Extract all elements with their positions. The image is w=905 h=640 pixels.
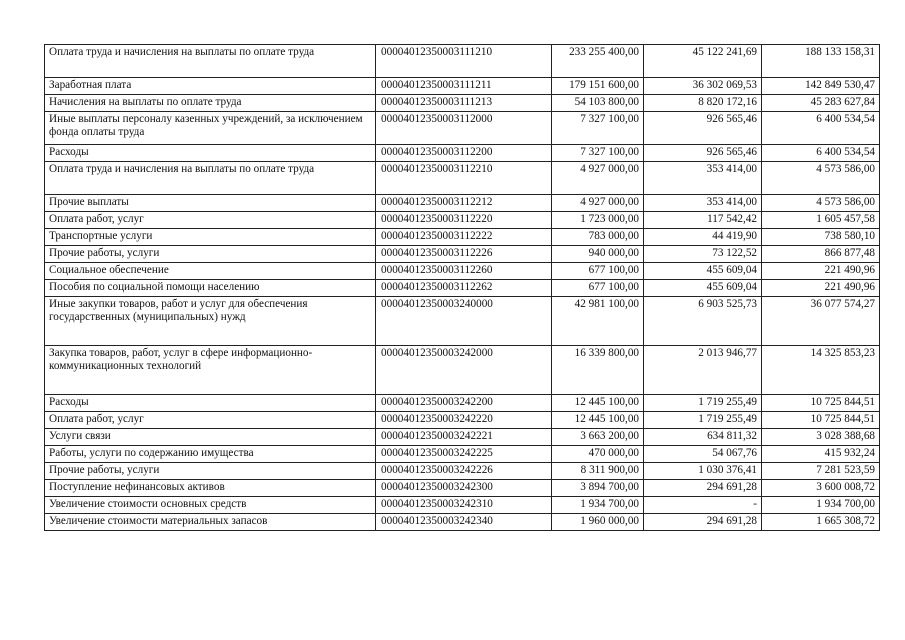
row-remaining-cell: 4 573 586,00 — [762, 162, 880, 195]
row-executed-cell: 353 414,00 — [644, 162, 762, 195]
row-executed-cell: 294 691,28 — [644, 514, 762, 531]
row-approved-cell: 16 339 800,00 — [552, 346, 644, 395]
row-executed-cell: 926 565,46 — [644, 145, 762, 162]
row-remaining-cell: 1 934 700,00 — [762, 497, 880, 514]
table-row — [45, 395, 880, 412]
row-executed-cell: 455 609,04 — [644, 263, 762, 280]
row-name-cell: Увеличение стоимости основных средств — [45, 497, 376, 514]
row-executed-cell: 294 691,28 — [644, 480, 762, 497]
table-row — [45, 346, 880, 395]
row-remaining-cell: 45 283 627,84 — [762, 95, 880, 112]
table-row — [45, 514, 880, 531]
table-row — [45, 446, 880, 463]
row-code-cell: 00004012350003242310 — [376, 497, 552, 514]
row-code-cell: 00004012350003242221 — [376, 429, 552, 446]
row-name-cell: Заработная плата — [45, 78, 376, 95]
table-row — [45, 95, 880, 112]
row-remaining-cell: 14 325 853,23 — [762, 346, 880, 395]
table-row — [45, 145, 880, 162]
row-approved-cell: 940 000,00 — [552, 246, 644, 263]
row-executed-cell: 1 030 376,41 — [644, 463, 762, 480]
row-code-cell: 00004012350003112260 — [376, 263, 552, 280]
row-approved-cell: 1 960 000,00 — [552, 514, 644, 531]
row-code-cell: 00004012350003112222 — [376, 229, 552, 246]
row-code-cell: 00004012350003112210 — [376, 162, 552, 195]
row-code-cell: 00004012350003112212 — [376, 195, 552, 212]
row-code-cell: 00004012350003111213 — [376, 95, 552, 112]
row-approved-cell: 1 934 700,00 — [552, 497, 644, 514]
row-approved-cell: 42 981 100,00 — [552, 297, 644, 346]
table-row — [45, 162, 880, 195]
budget-document-page — [44, 44, 880, 531]
row-name-cell: Расходы — [45, 145, 376, 162]
row-approved-cell: 7 327 100,00 — [552, 145, 644, 162]
row-remaining-cell: 10 725 844,51 — [762, 412, 880, 429]
row-remaining-cell: 4 573 586,00 — [762, 195, 880, 212]
table-row — [45, 195, 880, 212]
row-name-cell: Прочие работы, услуги — [45, 246, 376, 263]
table-row — [45, 497, 880, 514]
row-name-cell: Закупка товаров, работ, услуг в сфере информационно-коммуникационных технологий — [45, 346, 376, 395]
row-name-cell: Прочие выплаты — [45, 195, 376, 212]
row-remaining-cell: 415 932,24 — [762, 446, 880, 463]
row-name-cell: Иные закупки товаров, работ и услуг для обеспечения государственных (муниципальных) нужд — [45, 297, 376, 346]
row-executed-cell: - — [644, 497, 762, 514]
table-row — [45, 246, 880, 263]
row-remaining-cell: 221 490,96 — [762, 280, 880, 297]
row-approved-cell: 3 894 700,00 — [552, 480, 644, 497]
row-remaining-cell: 866 877,48 — [762, 246, 880, 263]
table-row — [45, 212, 880, 229]
row-name-cell: Оплата работ, услуг — [45, 212, 376, 229]
row-executed-cell: 2 013 946,77 — [644, 346, 762, 395]
row-approved-cell: 233 255 400,00 — [552, 45, 644, 78]
row-code-cell: 00004012350003112220 — [376, 212, 552, 229]
row-name-cell: Оплата труда и начисления на выплаты по оплате труда — [45, 45, 376, 78]
table-row — [45, 429, 880, 446]
row-code-cell: 00004012350003240000 — [376, 297, 552, 346]
row-remaining-cell: 10 725 844,51 — [762, 395, 880, 412]
row-name-cell: Расходы — [45, 395, 376, 412]
row-approved-cell: 783 000,00 — [552, 229, 644, 246]
row-approved-cell: 8 311 900,00 — [552, 463, 644, 480]
table-row — [45, 78, 880, 95]
row-code-cell: 00004012350003112226 — [376, 246, 552, 263]
table-row — [45, 280, 880, 297]
row-code-cell: 00004012350003112000 — [376, 112, 552, 145]
row-remaining-cell: 1 665 308,72 — [762, 514, 880, 531]
row-name-cell: Увеличение стоимости материальных запасов — [45, 514, 376, 531]
row-remaining-cell: 36 077 574,27 — [762, 297, 880, 346]
table-row — [45, 412, 880, 429]
row-executed-cell: 455 609,04 — [644, 280, 762, 297]
row-approved-cell: 12 445 100,00 — [552, 395, 644, 412]
row-name-cell: Оплата труда и начисления на выплаты по оплате труда — [45, 162, 376, 195]
table-row — [45, 480, 880, 497]
row-remaining-cell: 6 400 534,54 — [762, 145, 880, 162]
row-code-cell: 00004012350003112262 — [376, 280, 552, 297]
row-remaining-cell: 188 133 158,31 — [762, 45, 880, 78]
row-remaining-cell: 142 849 530,47 — [762, 78, 880, 95]
table-row — [45, 463, 880, 480]
row-code-cell: 00004012350003242340 — [376, 514, 552, 531]
row-remaining-cell: 6 400 534,54 — [762, 112, 880, 145]
budget-table-body — [45, 45, 880, 531]
row-name-cell: Социальное обеспечение — [45, 263, 376, 280]
row-code-cell: 00004012350003111210 — [376, 45, 552, 78]
row-executed-cell: 73 122,52 — [644, 246, 762, 263]
row-executed-cell: 36 302 069,53 — [644, 78, 762, 95]
row-approved-cell: 54 103 800,00 — [552, 95, 644, 112]
row-executed-cell: 1 719 255,49 — [644, 412, 762, 429]
row-executed-cell: 8 820 172,16 — [644, 95, 762, 112]
row-name-cell: Начисления на выплаты по оплате труда — [45, 95, 376, 112]
row-code-cell: 00004012350003242300 — [376, 480, 552, 497]
table-row — [45, 297, 880, 346]
row-code-cell: 00004012350003111211 — [376, 78, 552, 95]
table-row — [45, 229, 880, 246]
row-name-cell: Работы, услуги по содержанию имущества — [45, 446, 376, 463]
row-approved-cell: 677 100,00 — [552, 280, 644, 297]
row-approved-cell: 4 927 000,00 — [552, 195, 644, 212]
row-approved-cell: 470 000,00 — [552, 446, 644, 463]
row-executed-cell: 353 414,00 — [644, 195, 762, 212]
row-remaining-cell: 3 600 008,72 — [762, 480, 880, 497]
row-executed-cell: 54 067,76 — [644, 446, 762, 463]
row-code-cell: 00004012350003242220 — [376, 412, 552, 429]
row-code-cell: 00004012350003242200 — [376, 395, 552, 412]
row-code-cell: 00004012350003242000 — [376, 346, 552, 395]
row-code-cell: 00004012350003112200 — [376, 145, 552, 162]
row-approved-cell: 12 445 100,00 — [552, 412, 644, 429]
row-name-cell: Иные выплаты персоналу казенных учреждений, за исключением фонда оплаты труда — [45, 112, 376, 145]
row-executed-cell: 926 565,46 — [644, 112, 762, 145]
row-approved-cell: 1 723 000,00 — [552, 212, 644, 229]
row-approved-cell: 3 663 200,00 — [552, 429, 644, 446]
table-row — [45, 263, 880, 280]
row-code-cell: 00004012350003242225 — [376, 446, 552, 463]
row-approved-cell: 179 151 600,00 — [552, 78, 644, 95]
row-name-cell: Прочие работы, услуги — [45, 463, 376, 480]
row-remaining-cell: 738 580,10 — [762, 229, 880, 246]
row-name-cell: Оплата работ, услуг — [45, 412, 376, 429]
row-approved-cell: 4 927 000,00 — [552, 162, 644, 195]
row-name-cell: Пособия по социальной помощи населению — [45, 280, 376, 297]
row-executed-cell: 1 719 255,49 — [644, 395, 762, 412]
row-name-cell: Транспортные услуги — [45, 229, 376, 246]
row-executed-cell: 634 811,32 — [644, 429, 762, 446]
row-executed-cell: 6 903 525,73 — [644, 297, 762, 346]
row-remaining-cell: 221 490,96 — [762, 263, 880, 280]
row-remaining-cell: 3 028 388,68 — [762, 429, 880, 446]
row-approved-cell: 7 327 100,00 — [552, 112, 644, 145]
row-remaining-cell: 7 281 523,59 — [762, 463, 880, 480]
table-row — [45, 112, 880, 145]
row-code-cell: 00004012350003242226 — [376, 463, 552, 480]
row-executed-cell: 44 419,90 — [644, 229, 762, 246]
budget-execution-table — [44, 44, 880, 531]
row-remaining-cell: 1 605 457,58 — [762, 212, 880, 229]
row-executed-cell: 117 542,42 — [644, 212, 762, 229]
row-name-cell: Поступление нефинансовых активов — [45, 480, 376, 497]
row-approved-cell: 677 100,00 — [552, 263, 644, 280]
table-row — [45, 45, 880, 78]
row-name-cell: Услуги связи — [45, 429, 376, 446]
row-executed-cell: 45 122 241,69 — [644, 45, 762, 78]
